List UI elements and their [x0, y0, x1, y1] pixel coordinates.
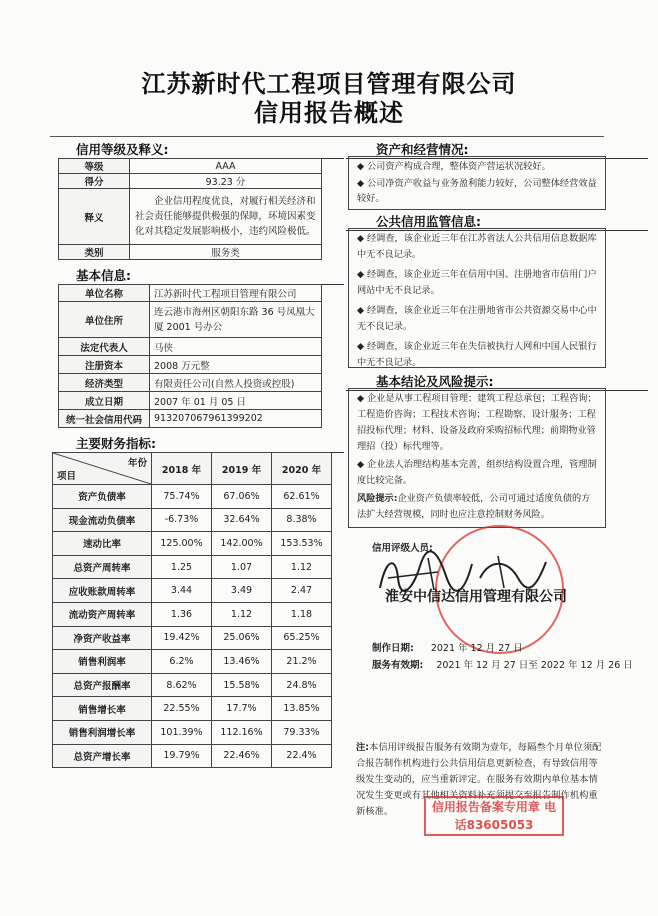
basic-value: 2007 年 01 月 05 日 [150, 392, 322, 410]
category-label: 类别 [59, 245, 130, 260]
finance-row [53, 579, 332, 603]
category-value: 服务类 [130, 245, 322, 260]
made-date-label: 制作日期: [372, 643, 414, 654]
supervision-item: ◆ 经调查，该企业近三年在信用中国、注册地省市信用门户网站中无不良记录。 [357, 269, 597, 296]
finance-value: 22.55% [152, 697, 212, 721]
finance-value: 62.61% [272, 485, 332, 509]
finance-row [53, 508, 332, 532]
basic-value: 江苏新时代工程项目管理有限公司 [150, 285, 322, 302]
conclusion-box [348, 388, 606, 528]
basic-label: 经济类型 [59, 374, 150, 392]
finance-item-label: 净资产收益率 [53, 626, 152, 650]
finance-item-label: 销售增长率 [53, 697, 152, 721]
meaning-label: 释义 [59, 189, 130, 245]
risk-text: 企业资产负债率较低，公司可通过适度负债的方法扩大经营规模，同时也应注意控制财务风险。 [357, 493, 591, 520]
finance-value: 6.2% [152, 650, 212, 674]
supervision-item: ◆ 经调查，该企业近三年在江苏省法人公共信用信息数据库中无不良记录。 [357, 233, 597, 260]
finance-value: 22.4% [272, 744, 332, 768]
finance-value: 125.00% [152, 532, 212, 556]
basic-label: 单位名称 [59, 285, 150, 302]
score-value: 93.23 分 [130, 174, 322, 189]
valid-period-value: 2021 年 12 月 27 日至 2022 年 12 月 26 日 [436, 660, 633, 671]
conclusion-item: ◆ 企业是从事工程项目管理；建筑工程总承包；工程咨询；工程造价咨询；工程技术咨询；工程勘察、设计服务；工程招投标代理；材料、设备及政府采购招标代理；前期物业管理招（投）标代理等。 [357, 393, 597, 452]
basic-value: 马侠 [150, 338, 322, 356]
note-text: 本信用评级报告服务有效期为壹年，每隔叁个月单位须配合报告制作机构进行公共信用信息更新检查，有导致信用等级发生变动的，应当重新评定。在服务有效期内单位基本情况发生变更或有其他相关资料补充须提交至报告制作机构重新核准。 [356, 742, 602, 817]
finance-value: 22.46% [212, 744, 272, 768]
rating-section-title: 信用等级及释义: [58, 140, 344, 159]
finance-item-label: 应收账款周转率 [53, 579, 152, 603]
finance-value: 32.64% [212, 508, 272, 532]
finance-row [53, 673, 332, 697]
grade-label: 等级 [59, 159, 130, 174]
conclusion-item: ◆ 企业法人治理结构基本完善，组织结构设置合理，管理制度比较完备。 [357, 459, 597, 486]
finance-value: 8.62% [152, 673, 212, 697]
finance-value: 2.47 [272, 579, 332, 603]
finance-value: -6.73% [152, 508, 212, 532]
finance-row [53, 626, 332, 650]
finance-value: 3.44 [152, 579, 212, 603]
header-divider [50, 136, 604, 137]
finance-value: 79.33% [272, 720, 332, 744]
finance-value: 67.06% [212, 485, 272, 509]
finance-item-label: 总资产周转率 [53, 555, 152, 579]
supervision-box [348, 228, 606, 368]
finance-row [53, 720, 332, 744]
finance-value: 1.12 [212, 602, 272, 626]
valid-period [372, 657, 633, 671]
finance-row [53, 485, 332, 509]
finance-value: 112.16% [212, 720, 272, 744]
rating-table [58, 158, 322, 260]
basic-label: 法定代表人 [59, 338, 150, 356]
finance-value: 3.49 [212, 579, 272, 603]
finance-item-label: 总资产报酬率 [53, 673, 152, 697]
finance-item-label: 资产负债率 [53, 485, 152, 509]
finance-value: 1.18 [272, 602, 332, 626]
finance-row [53, 602, 332, 626]
finance-item-label: 销售利润率 [53, 650, 152, 674]
score-label: 得分 [59, 174, 130, 189]
supervision-item: ◆ 经调查，该企业近三年在失信被执行人网和中国人民银行中无不良记录。 [357, 341, 597, 368]
finance-value: 1.12 [272, 555, 332, 579]
finance-row [53, 697, 332, 721]
assets-item: ◆ 公司净资产收益与业务盈利能力较好，公司整体经营效益较好。 [357, 178, 597, 204]
company-title: 江苏新时代工程项目管理有限公司 [141, 69, 517, 98]
finance-item-label: 现金流动负债率 [53, 508, 152, 532]
finance-item-label: 流动资产周转率 [53, 602, 152, 626]
finance-value: 19.79% [152, 744, 212, 768]
basic-label: 注册资本 [59, 356, 150, 374]
finance-corner-cell [53, 453, 152, 485]
basic-value: 连云港市海州区朝阳东路 36 号凤凰大厦 2001 号办公 [150, 302, 322, 338]
finance-value: 13.46% [212, 650, 272, 674]
basic-section-title: 基本信息: [58, 266, 344, 285]
finance-value: 24.8% [272, 673, 332, 697]
corner-item-label: 项目 [57, 471, 77, 482]
finance-value: 17.7% [212, 697, 272, 721]
corner-year-label: 年份 [127, 458, 147, 469]
report-title: 信用报告概述 [254, 98, 404, 127]
finance-value: 1.07 [212, 555, 272, 579]
assets-box [348, 156, 606, 210]
finance-section-title: 主要财务指标: [58, 434, 344, 453]
made-date [372, 640, 523, 654]
finance-value: 153.53% [272, 532, 332, 556]
basic-value: 913207067961399202 [150, 410, 322, 428]
rating-company-name: 淮安中信达信用管理有限公司 [385, 589, 567, 605]
meaning-value: 企业信用程度优良，对履行相关经济和社会责任能够提供极强的保障，环境因素变化对其稳定发展影响极小，违约风险极低。 [130, 189, 322, 245]
basic-label: 单位住所 [59, 302, 150, 338]
year-header: 2019 年 [212, 453, 272, 485]
year-header: 2020 年 [272, 453, 332, 485]
finance-value: 75.74% [152, 485, 212, 509]
finance-row [53, 555, 332, 579]
conclusion-section-title: 基本结论及风险提示: [346, 372, 648, 391]
supervision-section-title: 公共信用监管信息: [346, 212, 648, 231]
year-header: 2018 年 [152, 453, 212, 485]
assets-section-title: 资产和经营情况: [346, 140, 648, 159]
finance-value: 142.00% [212, 532, 272, 556]
finance-value: 19.42% [152, 626, 212, 650]
finance-value: 13.85% [272, 697, 332, 721]
finance-item-label: 速动比率 [53, 532, 152, 556]
finance-value: 65.25% [272, 626, 332, 650]
finance-value: 25.06% [212, 626, 272, 650]
risk-label: 风险提示: [357, 493, 398, 504]
finance-row [53, 650, 332, 674]
finance-row [53, 744, 332, 768]
finance-value: 8.38% [272, 508, 332, 532]
finance-table [52, 452, 332, 768]
rater-label: 信用评级人员: [372, 543, 433, 554]
supervision-item: ◆ 经调查，该企业近三年在注册地省市公共资源交易中心中无不良记录。 [357, 305, 597, 332]
basic-info-table [58, 284, 322, 428]
basic-value: 2008 万元整 [150, 356, 322, 374]
finance-value: 101.39% [152, 720, 212, 744]
assets-item: ◆ 公司资产构成合理，整体资产营运状况较好。 [357, 161, 551, 172]
made-date-value: 2021 年 12 月 27 日 [430, 643, 523, 654]
valid-period-label: 服务有效期: [372, 660, 424, 671]
basic-label: 统一社会信用代码 [59, 410, 150, 428]
finance-value: 1.36 [152, 602, 212, 626]
finance-value: 1.25 [152, 555, 212, 579]
finance-value: 21.2% [272, 650, 332, 674]
note-label: 注: [356, 742, 370, 753]
finance-item-label: 总资产增长率 [53, 744, 152, 768]
finance-value: 15.58% [212, 673, 272, 697]
finance-item-label: 销售利润增长率 [53, 720, 152, 744]
basic-value: 有限责任公司(自然人投资或控股) [150, 374, 322, 392]
grade-value: AAA [130, 159, 322, 174]
finance-row [53, 532, 332, 556]
basic-label: 成立日期 [59, 392, 150, 410]
risk-note [357, 491, 599, 523]
filing-stamp: 信用报告备案专用章 电话83605053 [424, 796, 564, 836]
